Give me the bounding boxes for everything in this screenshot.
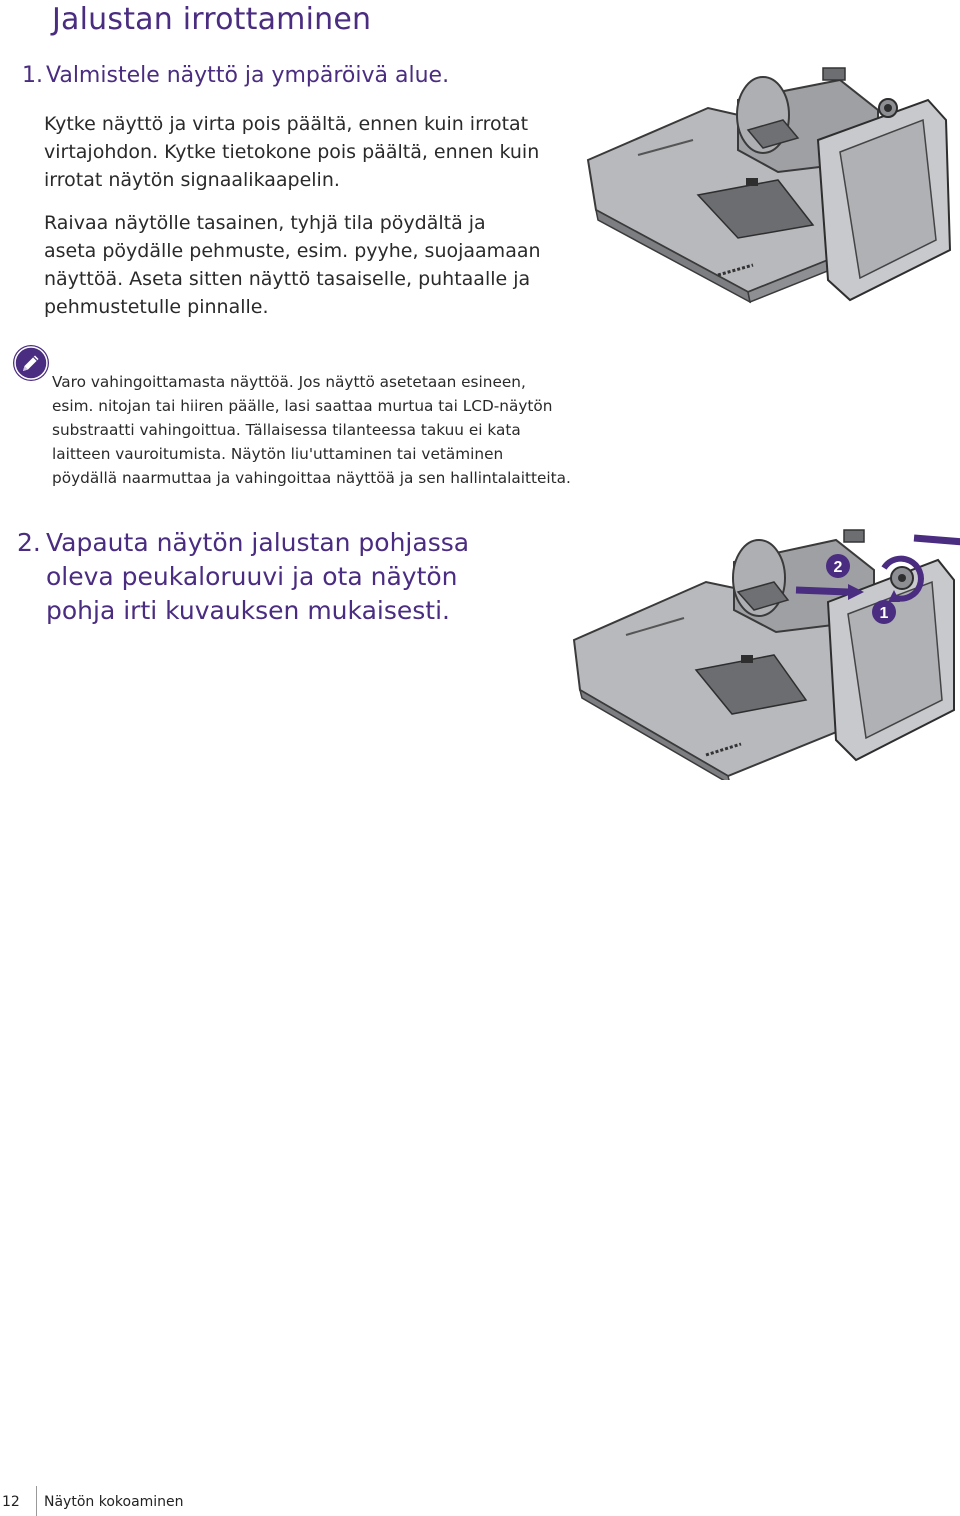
page-title: Jalustan irrottaminen [52,2,372,37]
step1-paragraph-2: Raivaa näytölle tasainen, tyhjä tila pöydältä ja aseta pöydälle pehmuste, esim. pyyhe, suojaamaan näyttöä. Aseta sitten näyttö tasaiselle, puhtaalle ja pehmustetulle pinnalle. [44,212,541,318]
figure-monitor-stand [578,60,960,350]
footer-divider [36,1486,37,1516]
page-number: 12 [2,1494,20,1510]
step1-paragraph-1: Kytke näyttö ja virta pois päältä, ennen kuin irrotat virtajohdon. Kytke tietokone pois päältä, ennen kuin irrotat näytön signaalikaapelin. [44,113,540,191]
callout-1: 1 [879,605,889,622]
step1-number: 1. [22,63,43,88]
step2-number: 2. [17,528,41,557]
figure-release-thumbscrew [566,520,960,780]
footer-section-title: Näytön kokoaminen [44,1494,184,1510]
warning-note: Varo vahingoittamasta näyttöä. Jos näyttö asetetaan esineen, esim. nitojan tai hiiren päälle, lasi saattaa murtua tai LCD-näytön substraatti vahingoittua. Tällaisessa tilanteessa takuu ei kata laitteen vauroitumista. Näytön liu'uttaminen tai vetäminen pöydällä naarmuttaa ja vahingoittaa näyttöä ja sen hallintalaitteita. [52,373,571,487]
callout-2: 2 [833,559,843,576]
pencil-note-icon [8,340,54,386]
step1-heading: Valmistele näyttö ja ympäröivä alue. [46,63,450,88]
step2-heading: Vapauta näytön jalustan pohjassa oleva peukaloruuvi ja ota näytön pohja irti kuvauksen mukaisesti. [46,528,470,625]
